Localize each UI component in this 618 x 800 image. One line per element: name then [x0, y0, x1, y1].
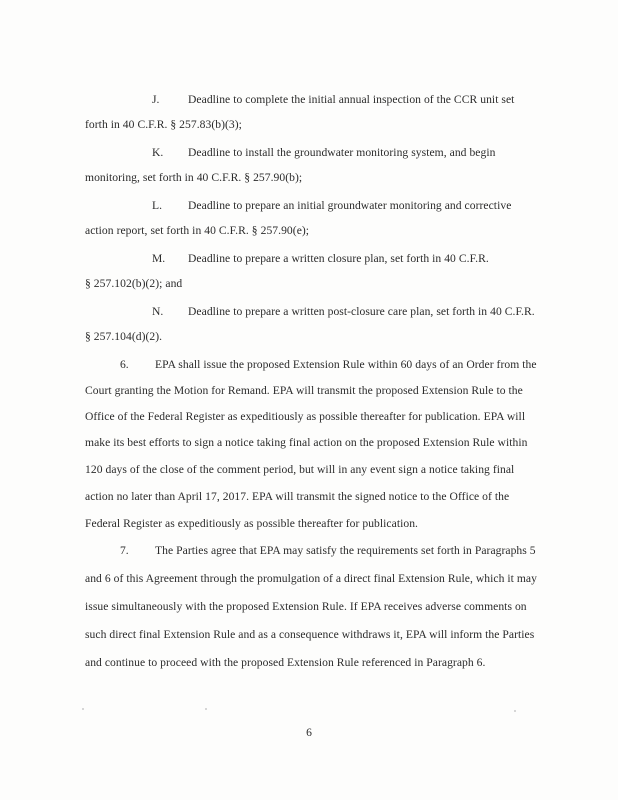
paragraph-line: such direct final Extension Rule and as a consequence withdraws it, EPA will inform the Parties: [85, 628, 535, 641]
subitem-line: Deadline to install the groundwater monitoring system, and begin: [188, 146, 496, 159]
paragraph-line: Office of the Federal Register as expeditiously as possible thereafter for publication. EPA will: [85, 410, 526, 423]
subitem-line: Deadline to complete the initial annual inspection of the CCR unit set: [188, 93, 515, 106]
subitem-line: § 257.102(b)(2); and: [85, 277, 183, 290]
subitem-line: § 257.104(d)(2).: [85, 330, 163, 343]
subitem-line: Deadline to prepare a written post-closure care plan, set forth in 40 C.F.R.: [188, 305, 535, 318]
paragraph-line: Court granting the Motion for Remand. EPA will transmit the proposed Extension Rule to the: [85, 384, 523, 397]
paragraph-line: 120 days of the close of the comment period, but will in any event sign a notice taking final: [85, 463, 515, 476]
subitem-line: action report, set forth in 40 C.F.R. § 257.90(e);: [85, 224, 310, 237]
scan-speck: [82, 708, 84, 710]
subitem-line: Deadline to prepare a written closure plan, set forth in 40 C.F.R.: [188, 252, 489, 265]
paragraph-line: Federal Register as expeditiously as possible thereafter for publication.: [85, 517, 419, 530]
paragraph-line: EPA shall issue the proposed Extension Rule within 60 days of an Order from the: [155, 358, 537, 371]
paragraph-line: The Parties agree that EPA may satisfy the requirements set forth in Paragraphs 5: [155, 544, 536, 557]
subitem-marker: N.: [152, 305, 164, 318]
page-number: 6: [306, 726, 312, 739]
paragraph-line: make its best efforts to sign a notice taking final action on the proposed Extension Rule within: [85, 436, 528, 449]
subitem-marker: K.: [152, 146, 164, 159]
subitem-line: monitoring, set forth in 40 C.F.R. § 257.90(b);: [85, 171, 303, 184]
paragraph-line: issue simultaneously with the proposed Extension Rule. If EPA receives adverse comments on: [85, 600, 527, 613]
paragraph-line: action no later than April 17, 2017. EPA will transmit the signed notice to the Office of the: [85, 490, 510, 503]
paragraph-line: and 6 of this Agreement through the promulgation of a direct final Extension Rule, which it may: [85, 572, 537, 585]
paragraph-number: 7.: [120, 544, 129, 557]
subitem-marker: J.: [152, 93, 160, 106]
paragraph-number: 6.: [120, 358, 129, 371]
paragraph-line: and continue to proceed with the proposed Extension Rule referenced in Paragraph 6.: [85, 656, 486, 669]
subitem-marker: M.: [152, 252, 166, 265]
subitem-marker: L.: [152, 199, 162, 212]
subitem-line: forth in 40 C.F.R. § 257.83(b)(3);: [85, 118, 242, 131]
scan-speck: [205, 708, 207, 710]
scan-speck: [514, 710, 516, 712]
subitem-line: Deadline to prepare an initial groundwater monitoring and corrective: [188, 199, 512, 212]
